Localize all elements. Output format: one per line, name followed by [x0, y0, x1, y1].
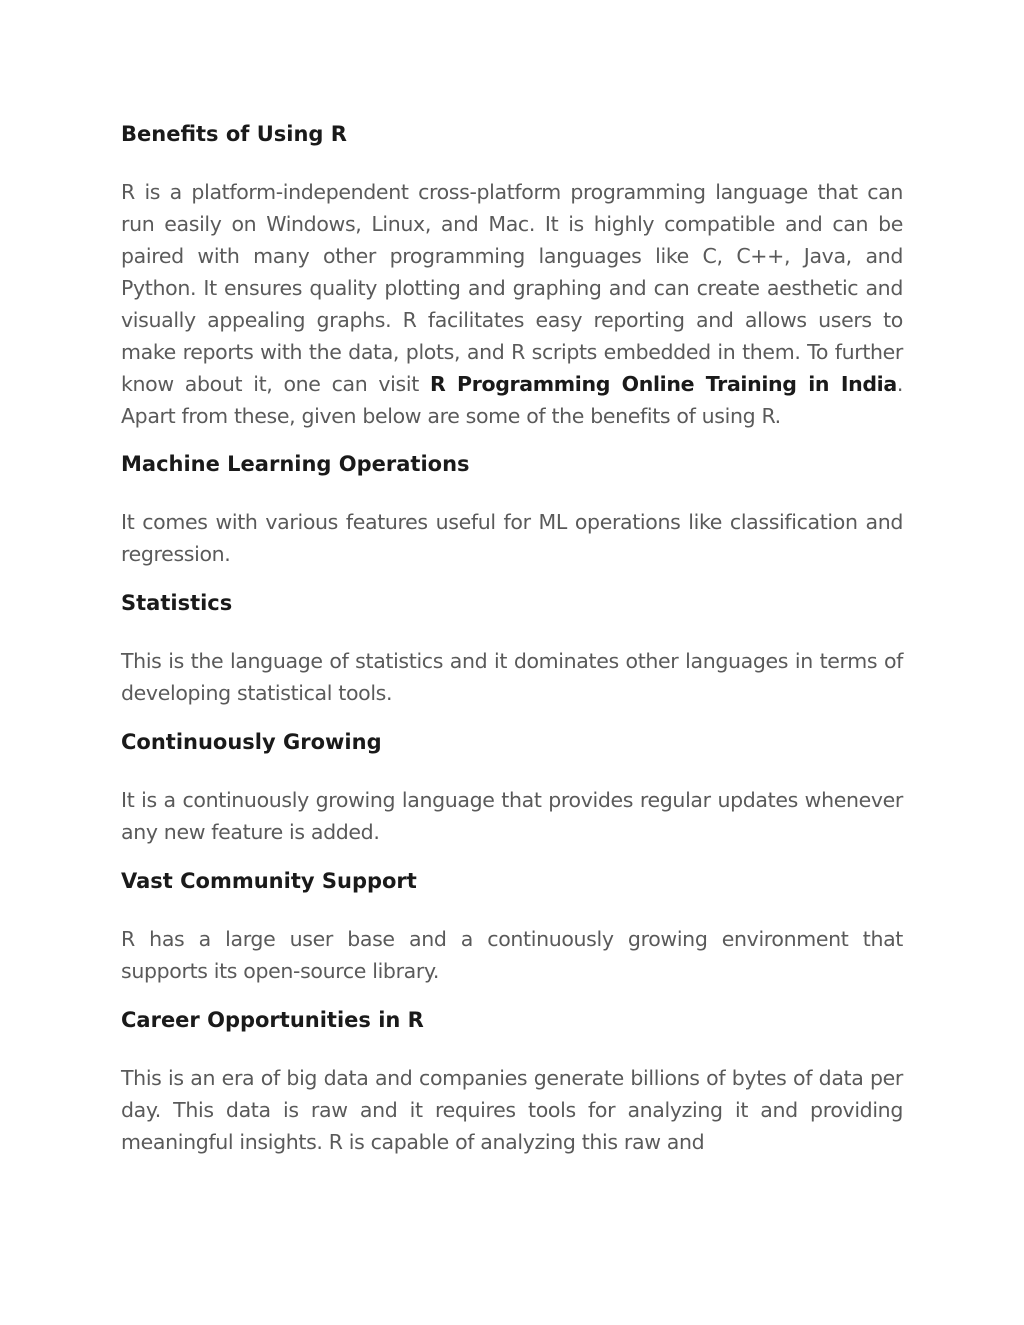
section-paragraph-machine-learning: It comes with various features useful for ML operations like classification and regression.: [121, 510, 903, 566]
section-paragraph-community-support: R has a large user base and a continuously growing environment that supports its open-source library.: [121, 927, 903, 983]
section-heading-career-opportunities: Career Opportunities in R: [121, 1008, 424, 1032]
section-paragraph-career-opportunities: This is an era of big data and companies generate billions of bytes of data per day. This data is raw and it requires tools for analyzing it and providing meaningful insights. R is capable of analyzing this raw and: [121, 1066, 903, 1154]
section-heading-continuously-growing: Continuously Growing: [121, 730, 382, 754]
section-paragraph-statistics: This is the language of statistics and it dominates other languages in terms of developing statistical tools.: [121, 649, 903, 705]
section-heading-community-support: Vast Community Support: [121, 869, 417, 893]
section-heading-statistics: Statistics: [121, 591, 233, 615]
training-link[interactable]: R Programming Online Training in India: [429, 372, 897, 396]
document-page: [121, 118, 903, 1158]
section-heading-machine-learning: Machine Learning Operations: [121, 452, 470, 476]
section-heading-benefits: Benefits of Using R: [121, 122, 347, 146]
section-paragraph-continuously-growing: It is a continuously growing language that provides regular updates whenever any new feature is added.: [121, 788, 903, 844]
paragraph-text-after-link: . Apart from these, given below are some of the benefits of using R.: [121, 372, 903, 428]
paragraph-text-before-link: R is a platform-independent cross-platform programming language that can run easily on Windows, Linux, and Mac. It is highly compatible and can be paired with many other programming languages like C, C++, Java, and Python. It ensures quality plotting and graphing and can create aesthetic and visually appealing graphs. R facilitates easy reporting and allows users to make reports with the data, plots, and R scripts embedded in them. To further know about it, one can visit: [121, 180, 903, 396]
section-paragraph-benefits: [121, 176, 903, 432]
